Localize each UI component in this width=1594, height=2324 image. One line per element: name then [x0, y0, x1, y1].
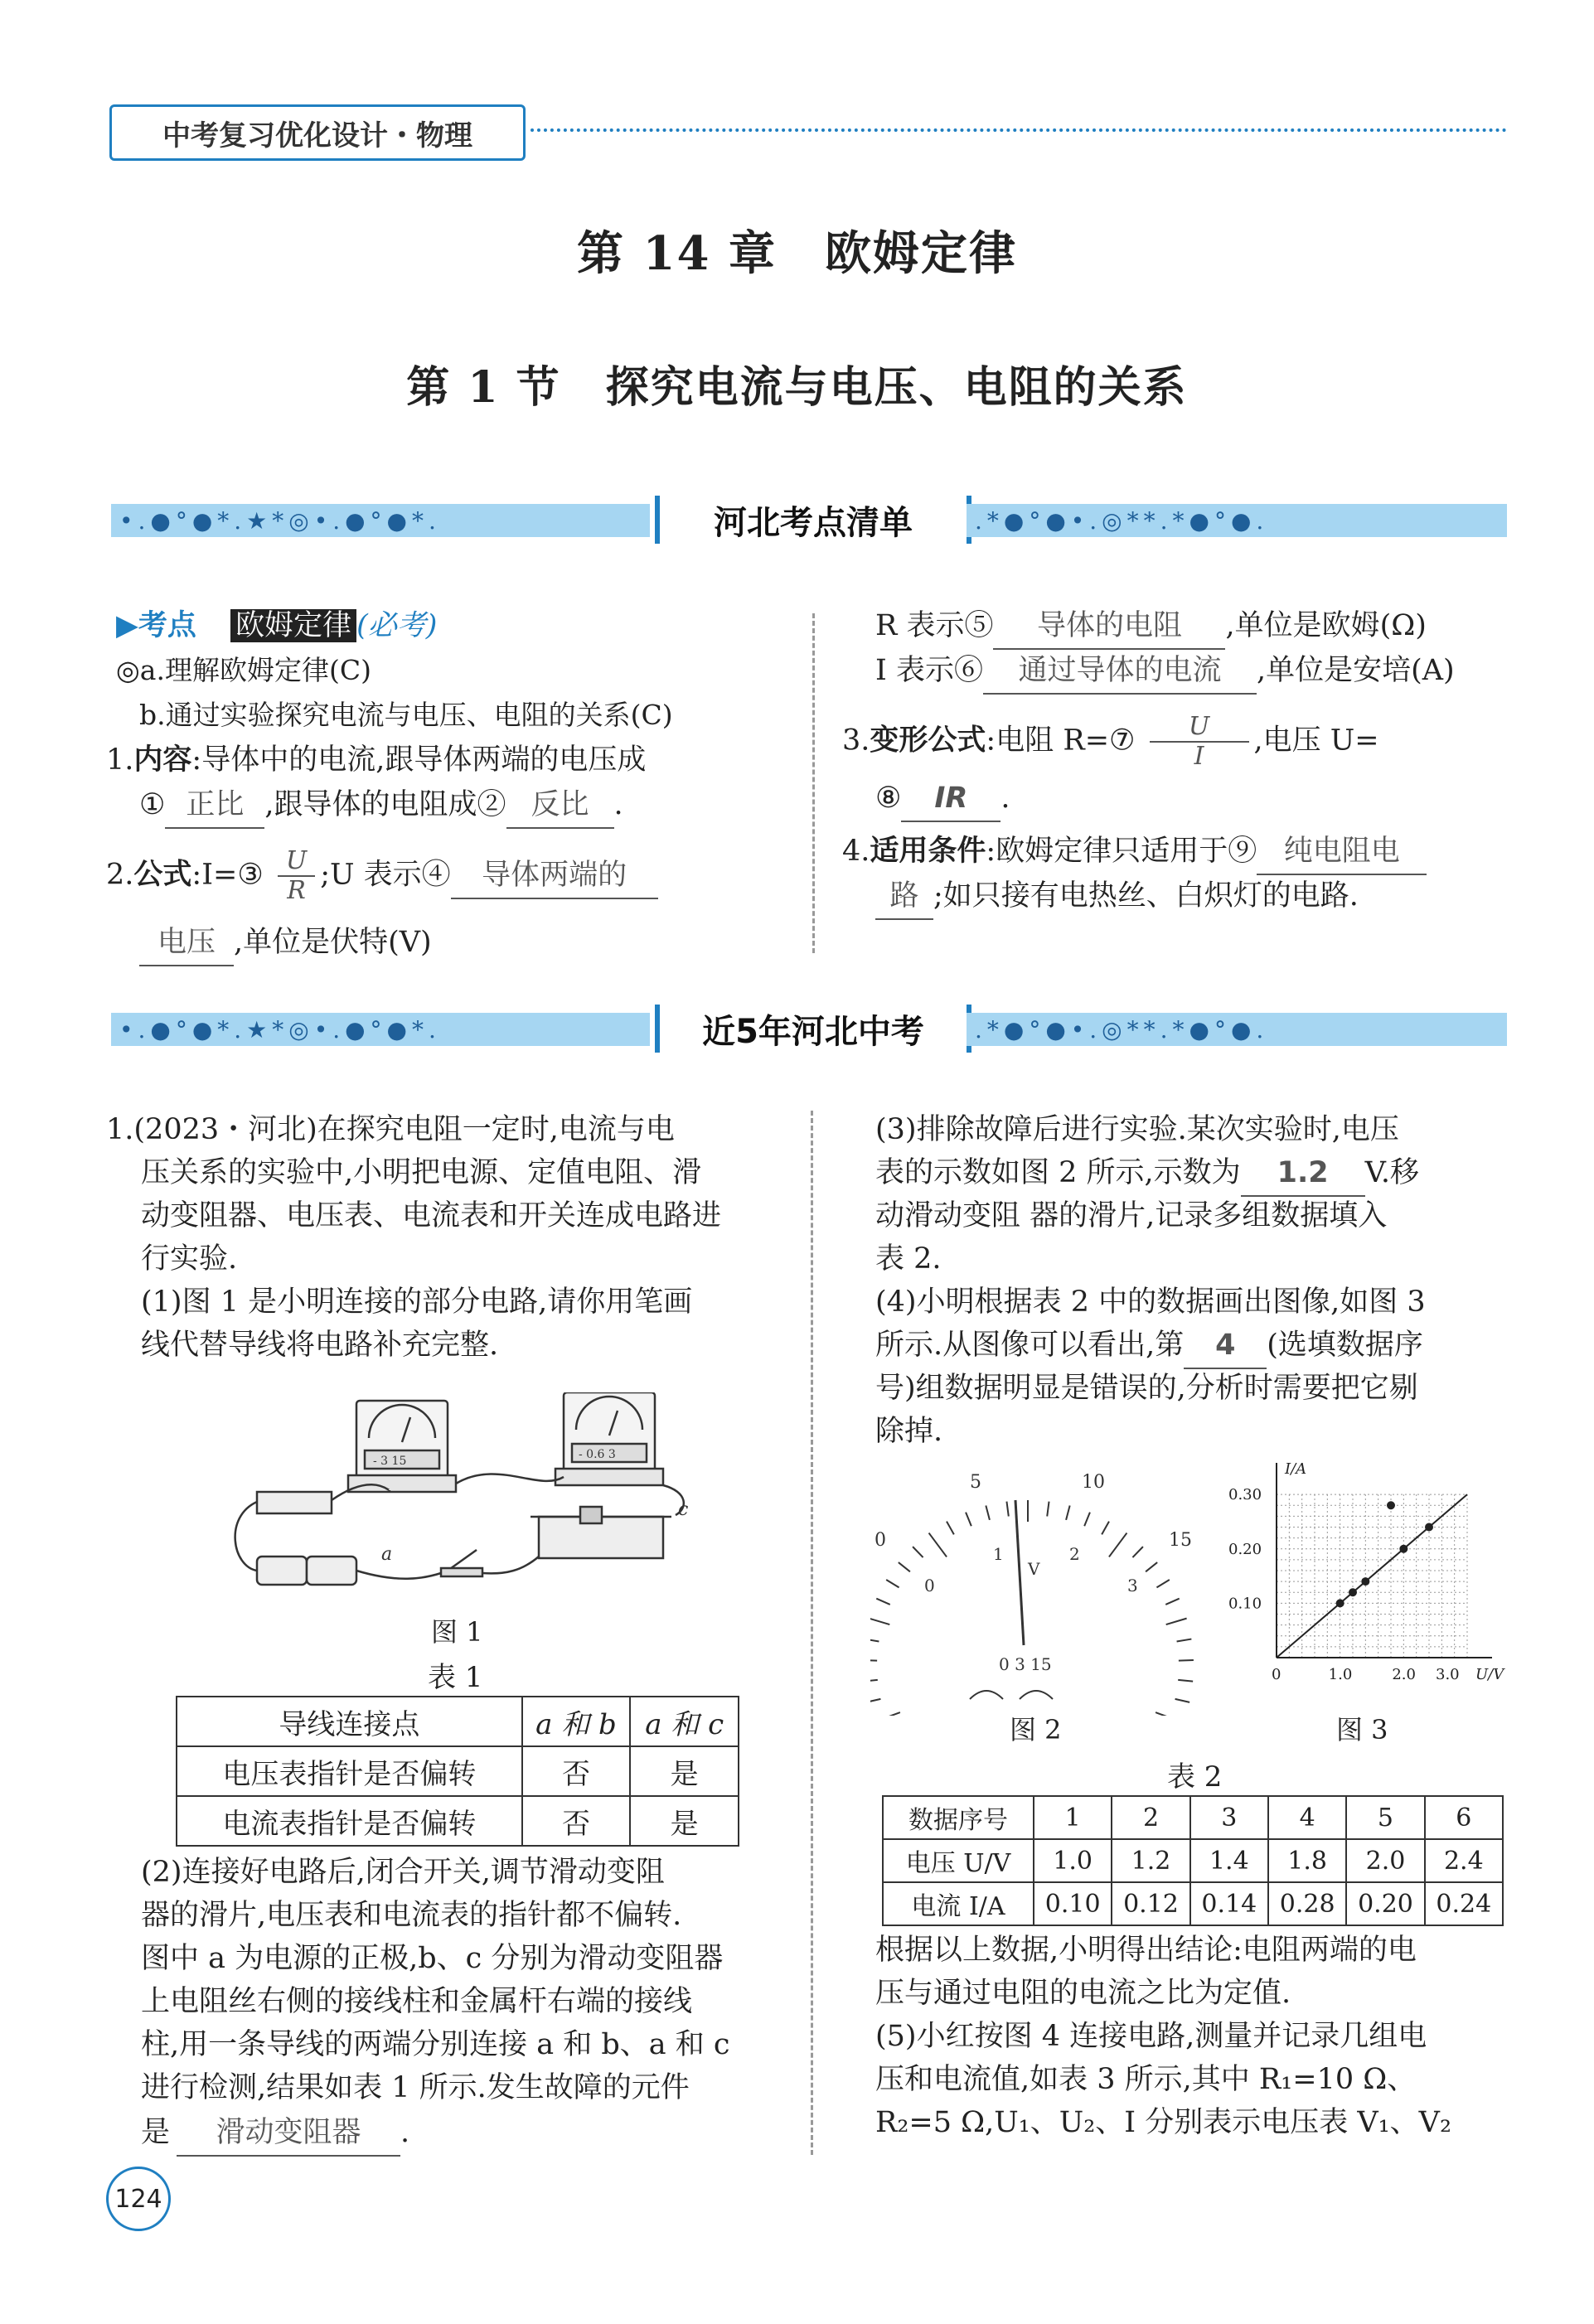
switch-icon [257, 1492, 332, 1513]
q-part5-line3: R₂=5 Ω,U₁、U₂、I 分别表示电压表 V₁、V₂ [875, 2106, 1451, 2139]
answer-4b: 电压 [139, 920, 234, 966]
dial-tick [1165, 1599, 1179, 1605]
answer-1: 正比 [165, 782, 264, 829]
item3-mid: ,电压 U= [1253, 724, 1379, 758]
figure3-caption: 图 3 [1336, 1714, 1388, 1745]
q-part3-line4: 表 2. [875, 1242, 942, 1276]
q-part2-line3: 图中 a 为电源的正极,b、c 分别为滑动变阻器 [141, 1942, 724, 1975]
data-point [1425, 1523, 1433, 1532]
dial-top-label: 15 [1169, 1530, 1192, 1551]
dial-tick [1109, 1533, 1126, 1557]
fig1-voltmeter-terminals: - 3 15 [373, 1455, 407, 1468]
kaodian-item4-line2 [875, 874, 1359, 920]
answer-8: IR [901, 776, 1000, 822]
item4-head: 适用条件 [870, 835, 986, 868]
table2-cell: 1.2 [1112, 1839, 1189, 1882]
table2-cell: 0.28 [1268, 1882, 1346, 1925]
table1-row [177, 1746, 739, 1796]
q-part2-line4: 上电阻丝右侧的接线柱和金属杆右端的接线 [141, 1985, 693, 2018]
answer-6: 通过导体的电流 [983, 648, 1257, 695]
dial-tick [870, 1639, 879, 1642]
q-part2-line7 [141, 2110, 409, 2157]
item2-text: :I=③ [191, 858, 264, 892]
figure1-circuit [224, 1392, 705, 1608]
table2-header-cell: 1 [1034, 1796, 1112, 1839]
item4-end: ;如只接有电热丝、白炽灯的电路. [933, 879, 1359, 913]
data-point [1349, 1588, 1357, 1596]
item2-number: 2. [106, 858, 134, 892]
dial-tick [870, 1619, 889, 1624]
frac7-den: I [1194, 742, 1204, 771]
table2-header-cell: 数据序号 [883, 1796, 1034, 1839]
q-part4-line1: (4)小明根据表 2 中的数据画出图像,如图 3 [875, 1285, 1426, 1319]
table1-header-cell: a 和 b [522, 1697, 631, 1746]
item1-head: 内容 [133, 743, 192, 777]
battery-icon [257, 1557, 307, 1585]
table2-title: 表 2 [1167, 1760, 1223, 1794]
table1-cell: 否 [522, 1796, 631, 1846]
y-tick-label: 0.10 [1228, 1595, 1262, 1613]
table1-cell: 是 [630, 1746, 739, 1796]
table2-row [883, 1839, 1503, 1882]
dial-terminals: 0 3 15 [999, 1654, 1052, 1674]
data-point [1361, 1577, 1369, 1586]
table2-header-row [883, 1796, 1503, 1839]
p4-end: (选填数据序 [1267, 1329, 1423, 1362]
banner-decor-right: .*●°●•.◎**.*●°●. [975, 1016, 1269, 1043]
dial-bottom-label: 3 [1127, 1576, 1138, 1595]
item1-end: . [613, 788, 623, 821]
dial-tick [929, 1533, 947, 1557]
data-point [1336, 1599, 1344, 1607]
table2-cell: 1.4 [1190, 1839, 1268, 1882]
conclusion-line2: 压与通过电阻的电流之比为定值. [875, 1977, 1291, 2010]
table2-header-cell: 2 [1112, 1796, 1189, 1839]
book-title: 中考复习优化设计・物理 [162, 119, 472, 153]
fig1-ammeter-terminals: - 0.6 3 [579, 1448, 616, 1461]
table1-cell: 电流表指针是否偏转 [177, 1796, 522, 1846]
answer-2: 反比 [506, 782, 614, 829]
dial-bottom-label: 1 [993, 1544, 1004, 1564]
page-number: 124 [106, 2167, 171, 2231]
banner-label: 河北考点清单 [655, 496, 971, 544]
dial-tick [1047, 1502, 1049, 1517]
q-part3-line3: 动滑动变阻 器的滑片,记录多组数据填入 [875, 1199, 1388, 1232]
r-pre: R 表示⑤ [875, 609, 994, 642]
x-tick-label: 1.0 [1328, 1666, 1353, 1683]
dial-tick [1179, 1660, 1194, 1661]
dial-unit: V [1028, 1559, 1040, 1579]
figure1-caption: 图 1 [431, 1616, 483, 1648]
figure2-caption: 图 2 [1010, 1714, 1062, 1745]
q-part4-line3: 号)组数据明显是错误的,分析时需要把它剔 [875, 1372, 1418, 1405]
dial-tick [1006, 1502, 1008, 1517]
item4-number: 4. [842, 835, 870, 868]
conclusion-line1: 根据以上数据,小明得出结论:电阻两端的电 [875, 1934, 1417, 1967]
table1-header-row [177, 1697, 739, 1746]
kaodian-item4-line1 [842, 829, 1427, 875]
q-line1: 1.(2023・河北)在探究电阻一定时,电流与电 [106, 1113, 675, 1146]
circle-8: ⑧ [875, 782, 902, 815]
fig1-label-a: a [381, 1544, 393, 1565]
kaodian-i-line [875, 648, 1455, 695]
item1-number: 1. [106, 743, 134, 777]
q-part2-line1: (2)连接好电路后,闭合开关,调节滑动变阻 [141, 1856, 665, 1889]
item4-text: :欧姆定律只适用于⑨ [986, 835, 1257, 868]
frac7-num: U [1188, 712, 1210, 741]
circle-1: ① [139, 788, 166, 821]
table2-cell: 2.0 [1346, 1839, 1424, 1882]
data-point [1399, 1545, 1407, 1553]
chapter-title: 第 14 章 欧姆定律 [577, 226, 1017, 281]
i-end: ,单位是安培(A) [1256, 654, 1455, 687]
table1-row [177, 1796, 739, 1846]
x-tick-label: 0 [1272, 1666, 1281, 1683]
y-tick-label: 0.20 [1228, 1540, 1262, 1558]
q-part1-line2: 线代替导线将电路补充完整. [141, 1329, 499, 1362]
terminal-wires [970, 1691, 1053, 1699]
dial-tick [1084, 1513, 1090, 1527]
dial-tick [899, 1562, 910, 1571]
table2-cell: 0.20 [1346, 1882, 1424, 1925]
p2-pre: 是 [141, 2116, 171, 2149]
answer-4a: 导体两端的 [451, 853, 658, 899]
answer-part2: 滑动变阻器 [177, 2110, 400, 2157]
kaodian-item2-line2 [139, 920, 432, 966]
table2-cell: 电流 I/A [883, 1882, 1034, 1925]
dial-tick [966, 1513, 971, 1527]
y-axis-label: I/A [1285, 1460, 1307, 1478]
table2-cell: 0.14 [1190, 1882, 1268, 1925]
kaodian-item2-line1 [106, 847, 658, 905]
q-line4: 行实验. [141, 1242, 238, 1276]
table2-cell: 1.0 [1034, 1839, 1112, 1882]
table2-cell: 0.10 [1034, 1882, 1112, 1925]
table2-header-cell: 3 [1190, 1796, 1268, 1839]
q-line3: 动变阻器、电压表、电流表和开关连成电路进 [141, 1199, 722, 1232]
banner-zhongkao [111, 1009, 1507, 1051]
x-tick-label: 3.0 [1436, 1666, 1460, 1683]
dial-top-label: 5 [970, 1472, 981, 1493]
p3-end: V.移 [1364, 1156, 1419, 1189]
banner-decor-left: •.●°●*.★*◎•.●°●*. [119, 507, 441, 535]
dial-tick [1175, 1699, 1190, 1702]
item1-text: :导体中的电流,跟导体两端的电压成 [191, 743, 647, 777]
frac3-den: R [287, 876, 306, 905]
table1-cell: 否 [522, 1746, 631, 1796]
table2-cell: 0.12 [1112, 1882, 1189, 1925]
table2-cell: 电压 U/V [883, 1839, 1034, 1882]
item1-mid: ,跟导体的电阻成② [264, 788, 506, 821]
item3-number: 3. [842, 724, 870, 758]
kaodian-item1-line1 [106, 738, 646, 782]
i-pre: I 表示⑥ [875, 654, 983, 687]
dial-tick [1177, 1639, 1192, 1642]
dial-top-label: 0 [875, 1530, 886, 1551]
table1 [176, 1696, 739, 1847]
dial-pointer [1015, 1500, 1024, 1645]
answer-9a: 纯电阻电 [1257, 829, 1427, 875]
formula-fraction-7 [1150, 713, 1249, 771]
table1-cell: 电压表指针是否偏转 [177, 1746, 522, 1796]
kaodian-marker: ▶考点 [116, 609, 196, 642]
table2-cell: 2.4 [1425, 1839, 1503, 1882]
dial-tick [1156, 1712, 1184, 1716]
dial-tick [870, 1660, 877, 1661]
dial-tick [1066, 1506, 1070, 1520]
dial-tick [872, 1712, 900, 1716]
q-part1-line1: (1)图 1 是小明连接的部分电路,请你用笔画 [141, 1285, 693, 1319]
p4-pre: 所示.从图像可以看出,第 [875, 1329, 1185, 1362]
p2-end: . [400, 2116, 410, 2149]
column-divider-2 [811, 1111, 813, 2155]
q-part3-line2 [875, 1150, 1419, 1197]
section-title: 第 1 节 探究电流与电压、电阻的关系 [406, 362, 1188, 413]
y-tick-label: 0.30 [1228, 1486, 1262, 1504]
kaodian-item3-line1 [842, 713, 1379, 771]
q-part4-line4: 除掉. [875, 1415, 943, 1448]
answer-part3: 1.2 [1241, 1150, 1365, 1197]
kaodian-item3-line2 [875, 776, 1010, 822]
fit-line [1277, 1494, 1467, 1658]
dial-tick [1178, 1680, 1193, 1682]
q-part4-line2 [875, 1323, 1423, 1369]
item3-end: . [1000, 782, 1010, 815]
fig1-label-c: c [678, 1499, 689, 1520]
q-part3-line1: (3)排除故障后进行实验.某次实验时,电压 [875, 1113, 1399, 1146]
q-part2-line5: 柱,用一条导线的两端分别连接 a 和 b、a 和 c [141, 2028, 730, 2061]
dial-tick [886, 1580, 899, 1587]
table2-header-cell: 4 [1268, 1796, 1346, 1839]
dial-tick [870, 1699, 880, 1702]
table2-row [883, 1882, 1503, 1925]
answer-5: 导体的电阻 [993, 603, 1225, 650]
dial-tick [1166, 1619, 1187, 1624]
kaodian-tag-note: (必考) [356, 609, 438, 642]
x-axis-label: U/V [1475, 1666, 1504, 1683]
table1-header-cell: 导线连接点 [177, 1697, 522, 1746]
kaodian-header [116, 603, 437, 648]
q-part2-line6: 进行检测,结果如表 1 所示.发生故障的元件 [141, 2071, 690, 2104]
dial-tick [1102, 1522, 1109, 1535]
dial-tick [1146, 1562, 1157, 1571]
answer-part4: 4 [1184, 1323, 1267, 1369]
q-part2-line2: 器的滑片,电压表和电流表的指针都不偏转. [141, 1899, 682, 1932]
table2-cell: 1.8 [1268, 1839, 1346, 1882]
data-point [1387, 1501, 1395, 1509]
table2-header-cell: 5 [1346, 1796, 1424, 1839]
table2-header-cell: 6 [1425, 1796, 1503, 1839]
table2-cell: 0.24 [1425, 1882, 1503, 1925]
dial-tick [986, 1506, 990, 1520]
kaodian-r-line [875, 603, 1427, 650]
dial-tick [870, 1680, 878, 1682]
item2-end: ,单位是伏特(V) [234, 926, 432, 959]
dial-tick [876, 1599, 889, 1605]
q-part5-line1: (5)小红按图 4 连接电路,测量并记录几组电 [875, 2020, 1427, 2053]
kaodian-tag: 欧姆定律 [230, 609, 356, 642]
answer-9b: 路 [875, 874, 933, 920]
banner-label: 近5年河北中考 [655, 1005, 971, 1053]
banner-decor-right: .*●°●•.◎**.*●°●. [975, 507, 1269, 535]
frac3-num: U [285, 846, 308, 875]
table2 [882, 1795, 1504, 1926]
dial-tick [913, 1547, 923, 1557]
r-end: ,单位是欧姆(Ω) [1225, 609, 1427, 642]
dial-top-label: 10 [1082, 1472, 1105, 1493]
banner-decor-left: •.●°●*.★*◎•.●°●*. [119, 1016, 441, 1043]
dial-bottom-label: 0 [924, 1576, 935, 1595]
dial-tick [947, 1522, 954, 1535]
column-divider-1 [812, 613, 815, 953]
figure2-voltmeter-dial [870, 1467, 1202, 1716]
table1-cell: 是 [630, 1796, 739, 1846]
x-tick-label: 2.0 [1392, 1666, 1416, 1683]
kaodian-item1-line2 [139, 782, 623, 829]
q-part5-line2: 压和电流值,如表 3 所示,其中 R₁=10 Ω、 [875, 2063, 1417, 2096]
table1-title: 表 1 [428, 1661, 483, 1694]
p3-pre: 表的示数如图 2 所示,示数为 [875, 1156, 1241, 1189]
dial-bottom-label: 2 [1069, 1544, 1080, 1564]
kaodian-a: ◎a.理解欧姆定律(C) [116, 654, 371, 686]
dial-tick [1156, 1580, 1169, 1587]
book-title-box [109, 104, 526, 161]
item2-head: 公式 [133, 858, 192, 892]
item3-text: :电阻 R=⑦ [986, 724, 1136, 758]
formula-fraction-3 [278, 847, 315, 905]
item3-head: 变形公式 [870, 724, 986, 758]
figure3-chart [1227, 1459, 1525, 1707]
banner-kaodian [111, 501, 1507, 542]
header-dotted-line [531, 128, 1507, 132]
dial-tick [1132, 1547, 1143, 1557]
kaodian-b: b.通过实验探究电流与电压、电阻的关系(C) [139, 699, 673, 731]
q-line2: 压关系的实验中,小明把电源、定值电阻、滑 [141, 1156, 702, 1189]
item2-mid: ;U 表示④ [320, 858, 451, 892]
table1-header-cell: a 和 c [630, 1697, 739, 1746]
